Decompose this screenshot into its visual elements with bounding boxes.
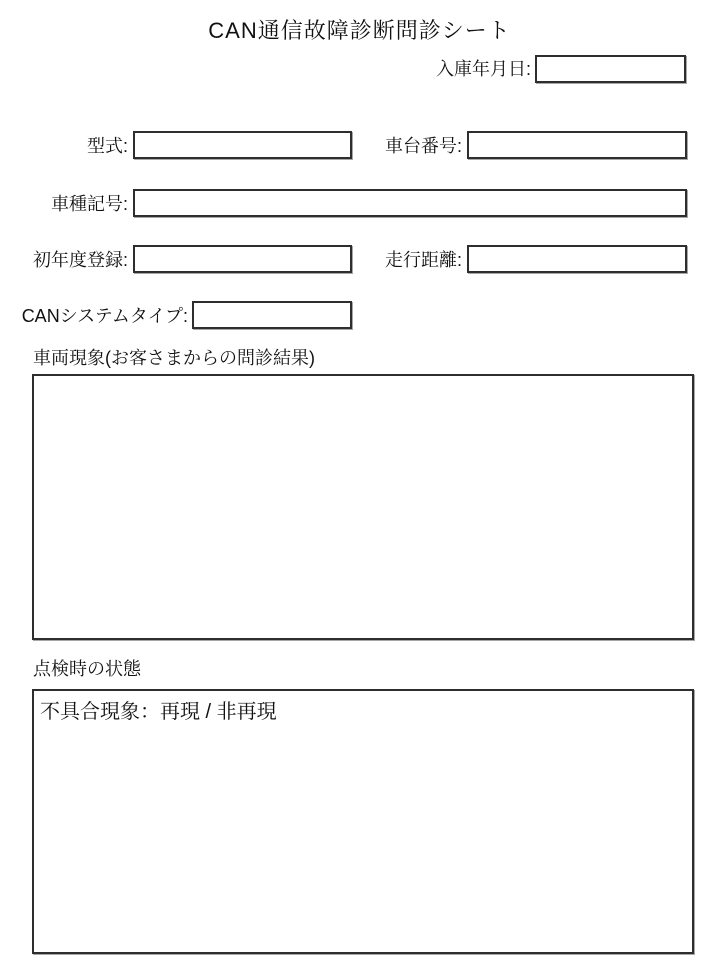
model-input[interactable] <box>133 131 352 159</box>
inspection-state-area[interactable] <box>32 689 694 954</box>
vehicle-phenomenon-content <box>34 376 692 394</box>
mileage-input[interactable] <box>467 245 687 273</box>
can-system-type-input[interactable] <box>192 301 352 329</box>
inspection-state-label: 点検時の状態 <box>33 659 141 679</box>
can-system-type-label: CANシステムタイプ: <box>21 306 188 326</box>
chassis-number-input[interactable] <box>467 131 687 159</box>
chassis-number-label: 車台番号: <box>384 136 462 156</box>
vehicle-phenomenon-area[interactable] <box>32 374 694 640</box>
model-label: 型式: <box>86 136 128 156</box>
mileage-label: 走行距離: <box>384 250 462 270</box>
intake-date-label: 入庫年月日: <box>435 59 531 79</box>
first-registration-input[interactable] <box>133 245 352 273</box>
intake-date-input[interactable] <box>535 55 686 83</box>
vehicle-code-input[interactable] <box>133 189 687 217</box>
page-title: CAN通信故障診断問診シート <box>208 18 511 43</box>
defect-reproduction-text: 不具合現象：再現 / 非再現 <box>40 701 277 723</box>
first-registration-label: 初年度登録: <box>32 250 128 270</box>
vehicle-phenomenon-label: 車両現象(お客さまからの問診結果) <box>33 348 315 368</box>
vehicle-code-label: 車種記号: <box>50 194 128 214</box>
